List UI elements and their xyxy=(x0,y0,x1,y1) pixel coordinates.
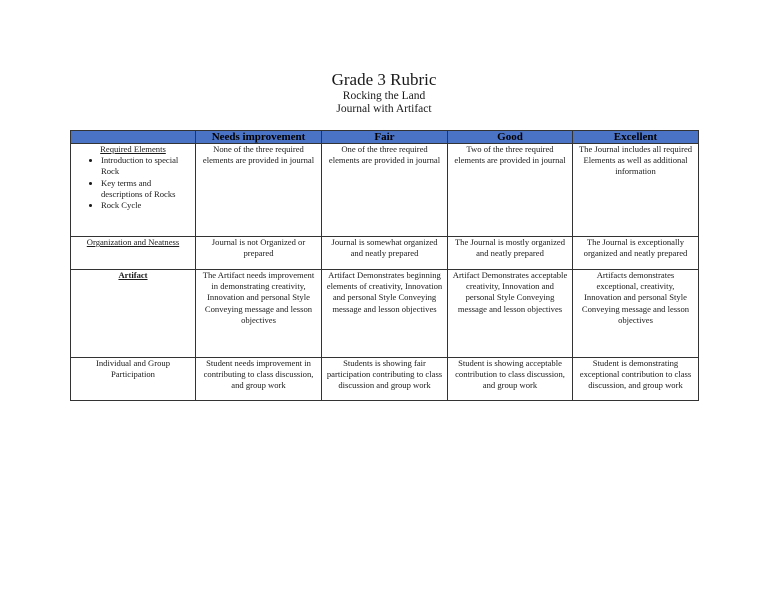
header-criteria xyxy=(71,131,196,144)
document-title: Grade 3 Rubric xyxy=(331,70,437,89)
list-item: • Introduction to special Rock xyxy=(101,155,191,177)
criterion-label: Artifact xyxy=(71,270,196,358)
table-cell: The Artifact needs improvement in demonstrating creativity, Innovation and personal Style Conveying message and lesson objectives xyxy=(196,270,322,358)
table-row xyxy=(71,144,699,237)
table-cell: Artifact Demonstrates acceptable creativity, Innovation and personal Style Conveying message and lesson objectives xyxy=(448,270,573,358)
table-cell: Student needs improvement in contributing to class discussion, and group work xyxy=(196,358,322,401)
header-needs-improvement: Needs improvement xyxy=(196,131,322,144)
list-item: • Key terms and descriptions of Rocks xyxy=(101,178,191,200)
table-cell: Journal is somewhat organized and neatly prepared xyxy=(322,237,448,270)
table-cell: Artifact Demonstrates beginning elements of creativity, Innovation and personal Style Conveying message and lesson objectives xyxy=(322,270,448,358)
rubric-table xyxy=(70,130,699,401)
table-row xyxy=(71,358,699,401)
table-cell: The Journal is exceptionally organized and neatly prepared xyxy=(573,237,699,270)
required-elements-list xyxy=(75,155,191,211)
header-fair: Fair xyxy=(322,131,448,144)
table-row xyxy=(71,237,699,270)
document-subtitle: Rocking the Land xyxy=(342,90,426,102)
header-row xyxy=(71,131,699,144)
header-good: Good xyxy=(448,131,573,144)
criterion-label: Individual and Group Participation xyxy=(71,358,196,401)
criterion-label: Organization and Neatness xyxy=(71,237,196,270)
table-row xyxy=(71,270,699,358)
criterion-label: Required Elements xyxy=(100,144,166,154)
header-excellent: Excellent xyxy=(573,131,699,144)
table-cell: Artifacts demonstrates exceptional, creativity, Innovation and personal Style Conveying message and lesson objectives xyxy=(573,270,699,358)
criterion-cell xyxy=(71,144,196,237)
table-cell: None of the three required elements are provided in journal xyxy=(196,144,322,237)
table-cell: Journal is not Organized or prepared xyxy=(196,237,322,270)
table-cell: Student is demonstrating exceptional contribution to class discussion, and group work xyxy=(573,358,699,401)
table-cell: Students is showing fair participation contributing to class discussion and group work xyxy=(322,358,448,401)
table-cell: Two of the three required elements are provided in journal xyxy=(448,144,573,237)
document-subtitle-2: Journal with Artifact xyxy=(336,103,432,115)
table-cell: The Journal is mostly organized and neatly prepared xyxy=(448,237,573,270)
table-cell: Student is showing acceptable contribution to class discussion, and group work xyxy=(448,358,573,401)
table-cell: One of the three required elements are provided in journal xyxy=(322,144,448,237)
list-item: • Rock Cycle xyxy=(101,200,191,211)
table-cell: The Journal includes all required Elements as well as additional information xyxy=(573,144,699,237)
